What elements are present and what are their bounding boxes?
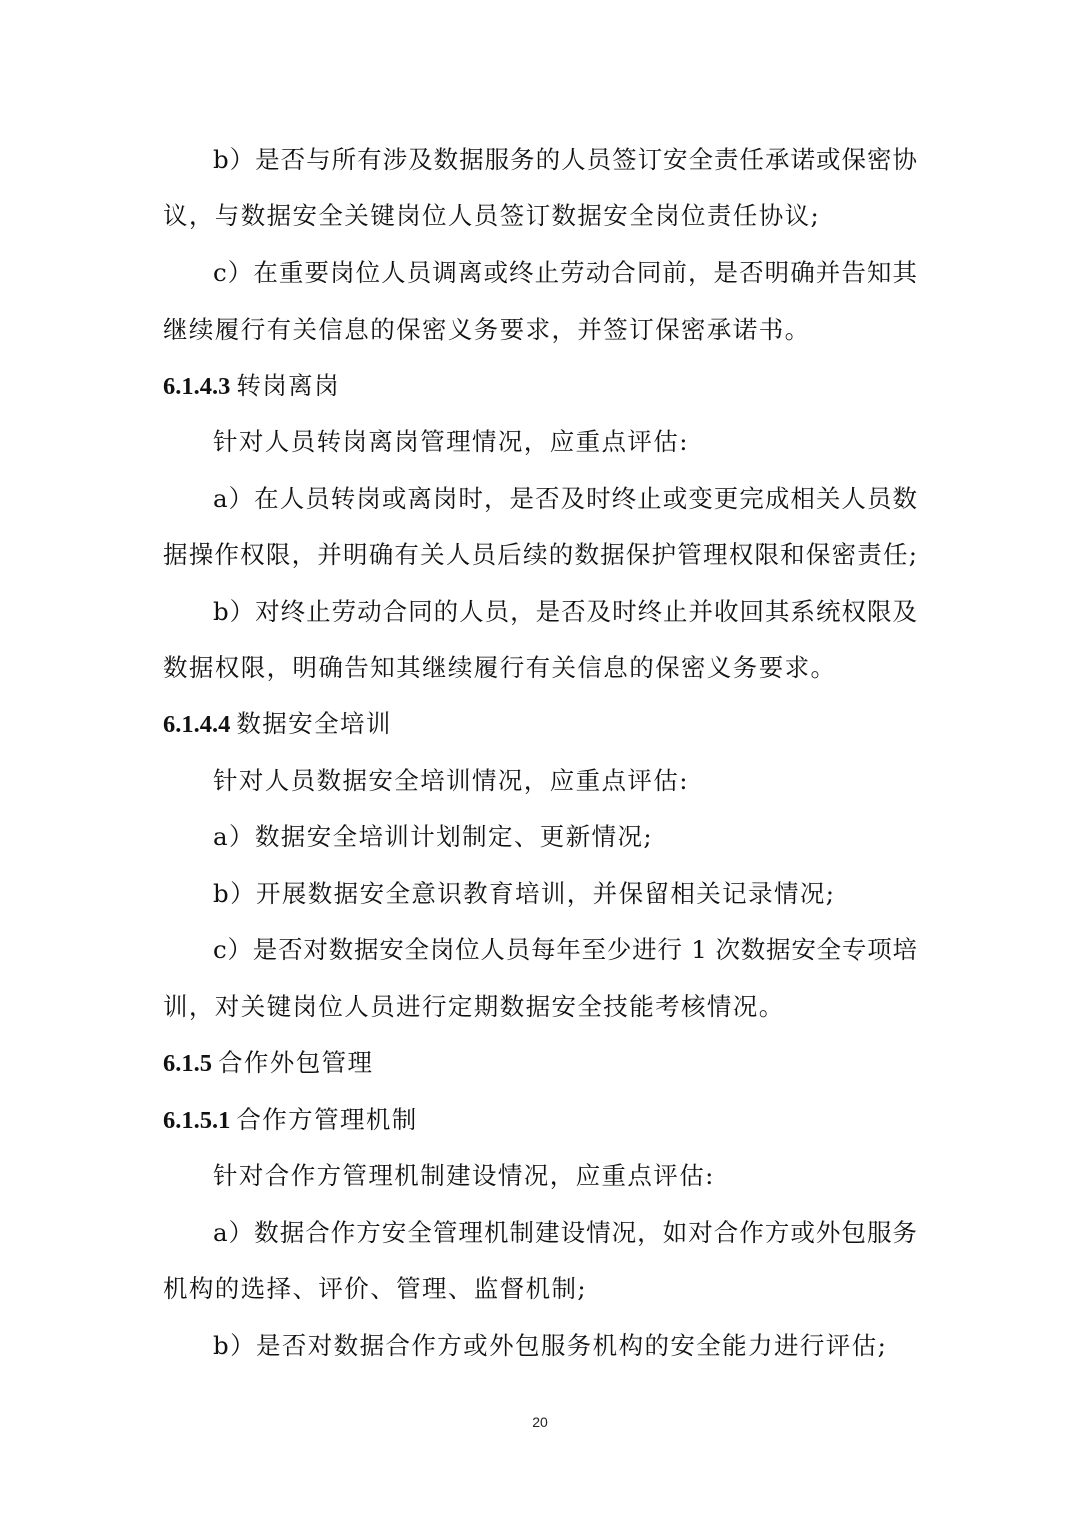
paragraph-line: 针对合作方管理机制建设情况，应重点评估:: [213, 1161, 715, 1190]
paragraph-line: b）开展数据安全意识教育培训，并保留相关记录情况;: [213, 879, 836, 908]
paragraph-line: c）是否对数据安全岗位人员每年至少进行 1 次数据安全专项培: [213, 935, 917, 964]
paragraph-line: 继续履行有关信息的保密义务要求，并签订保密承诺书。: [163, 315, 811, 344]
paragraph-line: 训，对关键岗位人员进行定期数据安全技能考核情况。: [163, 992, 785, 1021]
paragraph-line: 针对人员转岗离岗管理情况，应重点评估:: [213, 427, 689, 456]
paragraph-line: 机构的选择、评价、管理、监督机制;: [163, 1274, 588, 1303]
section-title: 合作外包管理: [218, 1048, 374, 1077]
paragraph-line: a）数据合作方安全管理机制建设情况，如对合作方或外包服务: [213, 1218, 917, 1247]
paragraph-line: c）在重要岗位人员调离或终止劳动合同前，是否明确并告知其: [213, 258, 917, 287]
paragraph-line: 数据权限，明确告知其继续履行有关信息的保密义务要求。: [163, 653, 837, 682]
paragraph-line: a）在人员转岗或离岗时，是否及时终止或变更完成相关人员数: [213, 484, 917, 513]
section-title: 合作方管理机制: [236, 1105, 418, 1134]
section-heading-6-1-5: [163, 1045, 373, 1081]
section-title: 数据安全培训: [236, 709, 392, 738]
section-number: 6.1.5.1: [163, 1107, 231, 1134]
paragraph-line: a）数据安全培训计划制定、更新情况;: [213, 822, 654, 851]
section-heading-6-1-4-3: [163, 368, 340, 404]
paragraph-line: 议，与数据安全关键岗位人员签订数据安全岗位责任协议;: [163, 201, 821, 230]
section-number: 6.1.4.3: [163, 373, 231, 400]
paragraph-line: b）对终止劳动合同的人员，是否及时终止并收回其系统权限及: [213, 597, 917, 626]
paragraph-line: 据操作权限，并明确有关人员后续的数据保护管理权限和保密责任;: [163, 540, 917, 569]
page-number: 20: [532, 1414, 548, 1430]
section-number: 6.1.5: [163, 1050, 212, 1077]
paragraph-line: b）是否对数据合作方或外包服务机构的安全能力进行评估;: [213, 1331, 888, 1360]
section-heading-6-1-4-4: [163, 706, 392, 742]
section-number: 6.1.4.4: [163, 711, 231, 738]
section-heading-6-1-5-1: [163, 1102, 418, 1138]
section-title: 转岗离岗: [236, 371, 340, 400]
paragraph-line: b）是否与所有涉及数据服务的人员签订安全责任承诺或保密协: [213, 145, 917, 174]
paragraph-line: 针对人员数据安全培训情况，应重点评估:: [213, 766, 689, 795]
